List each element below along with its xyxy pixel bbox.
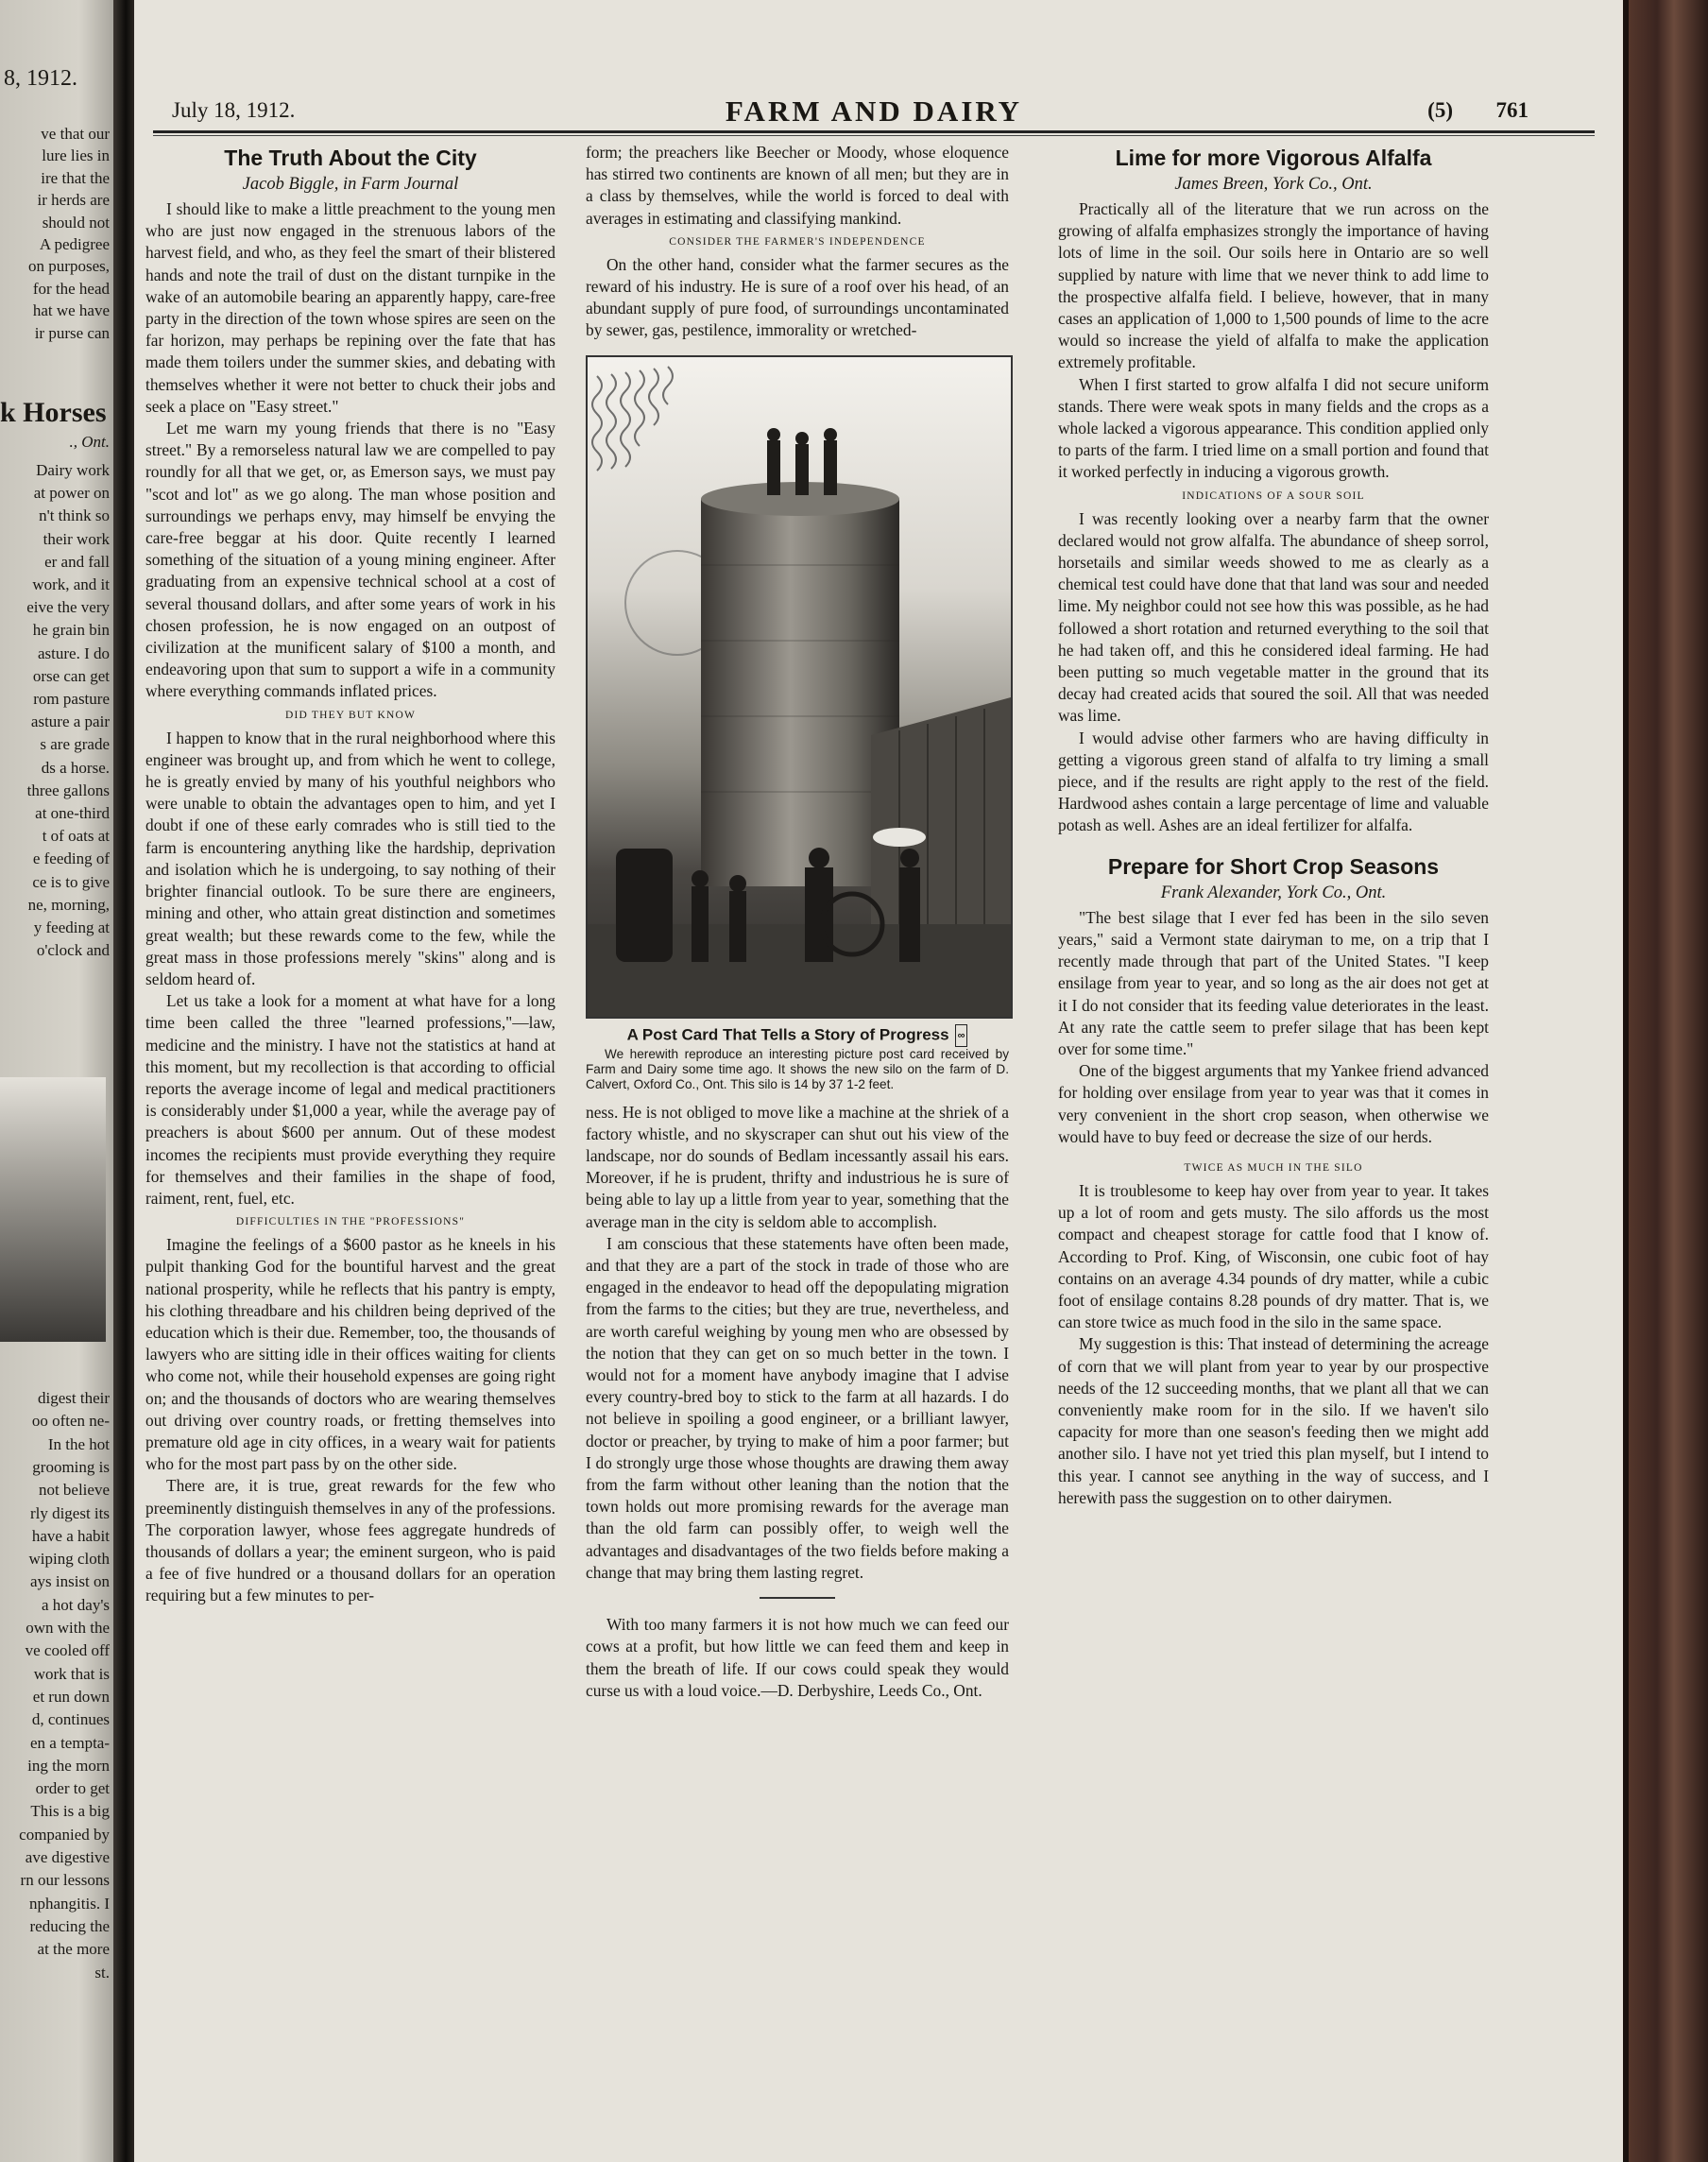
left-page-line: o'clock and xyxy=(36,941,110,960)
paragraph: I am conscious that these statements have often been made, and that they are a part of the stock in trade of those who are engaged in the endeavor to head off the depopulating migration from the farms to the cities; but they are true, nevertheless, and are worth careful weighing by young men who are obsessed by the notion that they can get on so much better in the town. I would not for a moment have anybody imagine that I advise every country-bred boy to stick to the farm at all hazards. I do not believe in spoiling a good engineer, or a brilliant lawyer, doctor or preacher, by trying to make of him a poor farmer; but I do strongly urge those whose thoughts are drawing them away from the farm without other leaning than the notion that the town holds out more promising rewards for the average man than the old farm can possibly offer, to weigh well the advantages and disadvantages of the two fields before making a change that may bring them lasting regret. xyxy=(586,1233,1009,1582)
silo-photo xyxy=(586,355,1013,1019)
paragraph: I would advise other farmers who are having difficulty in getting a vigorous green stand of alfalfa to try liming a small piece, and if the results are right apply to the rest of the field. Hardwood ashes contain a large percentage of lime and valuable potash as well. Ashes are an ideal fertilizer for alfalfa. xyxy=(1058,728,1489,835)
left-page-line: their work xyxy=(43,529,110,548)
left-page-line: ays insist on xyxy=(29,1572,110,1591)
photo-caption xyxy=(586,1047,1009,1092)
page-gutter xyxy=(113,0,134,2162)
left-page-heading: k Horses xyxy=(0,397,107,428)
article-byline: Jacob Biggle, in Farm Journal xyxy=(242,175,459,194)
left-page-line: three gallons xyxy=(26,781,110,799)
left-page-line: at the more xyxy=(37,1940,110,1959)
left-page-line: should not xyxy=(42,213,110,232)
subheading: TWICE AS MUCH IN THE SILO xyxy=(1184,1161,1363,1174)
left-page-line: ce is to give xyxy=(32,872,110,891)
subheading: DIFFICULTIES IN THE "PROFESSIONS" xyxy=(235,1216,466,1228)
paragraph: With too many farmers it is not how much we can feed our cows at a profit, but how little we can feed them and keep in them the breath of life. If our cows could speak they would curse us with a loud voice.—D. Derbyshire, Leeds Co., Ont. xyxy=(586,1615,1009,1700)
left-page-line: A pedigree xyxy=(39,235,110,253)
left-page-line: nphangitis. I xyxy=(29,1894,110,1913)
left-page-line: t of oats at xyxy=(42,827,110,846)
left-page-line: ing the morn xyxy=(27,1756,110,1775)
left-page-line: own with the xyxy=(26,1619,110,1637)
column-1 xyxy=(145,142,555,1607)
subheading: DID THEY BUT KNOW xyxy=(284,709,417,721)
left-page-line: at one-third xyxy=(35,804,110,822)
left-page-line: n't think so xyxy=(39,506,110,525)
paragraph: When I first started to grow alfalfa I did not secure uniform stands. There were weak spots in many fields and the crops as a whole lacked a vigorous appearance. This condition applied only to parts of the farm. I tried lime on a small portion and found that it worked perfectly in inducing a vigorous growth. xyxy=(1058,374,1489,482)
left-page-line: wiping cloth xyxy=(28,1550,110,1569)
article-heading: Prepare for Short Crop Seasons xyxy=(1107,853,1440,879)
header-date: July 18, 1912. xyxy=(172,98,296,122)
left-page-line: ve cooled off xyxy=(25,1641,110,1660)
paragraph: It is troublesome to keep hay over from year to year. It takes up a lot of room and gets musty. The silo affords us the most compact and cheapest storage for cattle food that I know of. According to Prof. King, of Wisconsin, one cubic foot of hay contains on an average 4.34 pounds of dry matter, while a cubic foot of ensilage contains 8.28 pounds of dry matter. That is, we can store twice as much food in the silo in the same space. xyxy=(1058,1180,1489,1332)
photo-caption-title xyxy=(586,1024,1009,1047)
left-page-line: hat we have xyxy=(32,301,110,320)
left-page-line: Dairy work xyxy=(36,461,110,479)
left-page-line: order to get xyxy=(35,1779,110,1798)
left-page-line: asture. I do xyxy=(37,643,110,662)
caption-mark: ∞ xyxy=(955,1024,968,1047)
paragraph: I happen to know that in the rural neighborhood where this engineer was brought up, and from which he went to college, he is greatly envied by many of his youthful neighbors who were unable to obtain the advantages open to him, and yet I doubt if one of these early comrades who is still tied to the farm is encountering anything like the hardship, deprivation and isolation which he is undergoing, to say nothing of their brighter financial outlook. To be sure there are engineers, mining and other, who attain great distinction and sometimes great wealth; but these rewards come to the few, while the great mass in those professions merely "skins" along and is seldom heard of. xyxy=(145,728,555,988)
paragraph: I was recently looking over a nearby farm that the owner declared would not grow alfalfa. The abundance of sheep sorrol, horsetails and similar weeds showed to me as clearly as a chemical test could have done that that land was sour and needed lime. My neighbor could not see how this was possible, as he had followed a short rotation and returned everything to the soil that he had taken off, and this he considered ideal farming. He had been putting so much vegetable matter in the ground that its decay had created acids that soured the soil. All that was needed was lime. xyxy=(1058,508,1489,726)
paragraph: Let me warn my young friends that there is no "Easy street." By a remorseless natural law we are compelled to pay roundly for all that we get, or, as Emerson says, we must pay "scot and lot" as we go along. The man whose position and surroundings we perhaps envy, may himself be envying the care-free beggar at his door. Quite recently I learned something of the situation of a young mining engineer. After graduating from an expensive technical school at a cost of several thousand dollars, and after some years of work in his chosen profession, he is now engaged on an outpost of civilization at the munificent salary of $100 a month, and endeavoring upon that sum to support a wife in a community where everything commands inflated prices. xyxy=(145,419,555,701)
column-3 xyxy=(1058,142,1489,1509)
left-page-line: ave digestive xyxy=(25,1848,110,1866)
left-page-line: eive the very xyxy=(26,598,110,617)
article-byline: James Breen, York Co., Ont. xyxy=(1174,175,1373,194)
left-page-line: en a tempta- xyxy=(29,1733,110,1752)
paragraph: My suggestion is this: That instead of determining the acreage of corn that we will plant from year to year by our prospective needs of the 12 succeeding months, that we plant all that we can conveniently make room for in the silo. If we haven't silo capacity for more than one season's feeding then we might add another silo. I have not yet tried this plan myself, but I intend to this year. I cannot see anything in the way of success, and I herewith pass the suggestion on to other dairymen. xyxy=(1058,1334,1489,1507)
page-header xyxy=(153,94,1595,132)
header-rule-thin xyxy=(153,135,1595,136)
left-page-line: d, continues xyxy=(31,1710,110,1729)
left-page-line: a hot day's xyxy=(42,1595,110,1614)
left-page-line: et run down xyxy=(32,1687,110,1706)
paragraph: Imagine the feelings of a $600 pastor as he kneels in his pulpit thanking God for the bountiful harvest and the great national prosperity, while he reflects that his pantry is empty, his clothing threadbare and his children being deprived of the education which is their due. Remember, too, the thousands of lawyers who are sitting idle in their offices waiting for clients who come not, while their household expenses are going right on; and the thousands of doctors who are wearing themselves out driving over country roads, or fretting themselves into premature old age in city offices, in a weary wait for patients who for the most part pass by on the other side. xyxy=(145,1235,555,1474)
book-spine-edge xyxy=(1623,0,1708,2162)
left-page-line: s are grade xyxy=(40,735,110,754)
left-page-line: ve that our xyxy=(41,125,110,143)
left-page-line: oo often ne- xyxy=(31,1412,110,1431)
left-page-line: lure lies in xyxy=(42,146,110,165)
left-page-line: at power on xyxy=(33,484,110,503)
photo-block xyxy=(586,355,1009,1092)
left-page-line: er and fall xyxy=(44,552,110,571)
article-heading: Lime for more Vigorous Alfalfa xyxy=(1115,146,1432,170)
men-on-silo xyxy=(767,428,837,495)
paragraph: One of the biggest arguments that my Yankee friend advanced for holding over ensilage from year to year was that it comes in very convenient in the short crop season, when otherwise we would have to buy feed or decrease the size of our herds. xyxy=(1058,1061,1489,1146)
left-page-line: ds a horse. xyxy=(41,758,110,777)
left-page-line: have a habit xyxy=(31,1526,110,1545)
left-page-line: y feeding at xyxy=(33,918,110,936)
left-page-photo xyxy=(0,1077,106,1342)
parasol xyxy=(873,828,926,847)
paragraph: On the other hand, consider what the farmer secures as the reward of his industry. He is sure of a roof over his head, of an abundant supply of pure food, of surroundings uncontaminated by sewer, gas, pestilence, immorality or wretched- xyxy=(586,254,1009,340)
newspaper-page xyxy=(134,0,1623,2162)
header-rule xyxy=(153,130,1595,133)
subheading: CONSIDER THE FARMER'S INDEPENDENCE xyxy=(669,235,926,248)
header-page-number: 761 xyxy=(1495,98,1529,122)
postmark-lines xyxy=(592,367,673,471)
left-page-fragment xyxy=(0,0,113,2162)
left-page-line: e feeding of xyxy=(32,849,110,868)
left-page-line: digest their xyxy=(37,1389,110,1407)
left-page-line: grooming is xyxy=(32,1457,110,1476)
caption-title-text: A Post Card That Tells a Story of Progress xyxy=(626,1025,949,1044)
left-page-line: ir herds are xyxy=(37,191,110,210)
left-page-line: he grain bin xyxy=(32,621,110,640)
spacer xyxy=(1058,837,1489,850)
left-page-line: work, and it xyxy=(32,575,110,593)
left-page-line: not believe xyxy=(38,1481,110,1500)
paragraph: I should like to make a little preachment to the young men who are just now engaged in the strenuous labors of the harvest field, and who, as they feel the smart of their blistered hands and note the trail of dust on the distant turnpike in the wake of an automobile bearing an apparently happy, care-free party in the direction of the town whose spires are seen on the far horizon, may perhaps be repining over the fate that has made them toilers under the summer skies, and debating with themselves whether it were not better to chuck their jobs and seek a place on "Easy street." xyxy=(145,199,555,416)
article-heading: The Truth About the City xyxy=(224,146,477,170)
caption-body: We herewith reproduce an interesting picture post card received by Farm and Dairy some time ago. It shows the new silo on the farm of D. Calvert, Oxford Co., Ont. This silo is 14 by 37 1-2 feet. xyxy=(586,1046,1009,1091)
column-2 xyxy=(586,142,1009,1702)
left-page-line: orse can get xyxy=(32,666,110,685)
left-page-line: In the hot xyxy=(47,1434,110,1453)
silo-illustration xyxy=(588,357,1011,1017)
left-page-header: 8, 1912. xyxy=(4,66,77,91)
left-page-line: companied by xyxy=(19,1825,110,1844)
article-byline: Frank Alexander, York Co., Ont. xyxy=(1160,883,1387,902)
left-page-line: ne, morning, xyxy=(27,895,110,914)
paragraph: Let us take a look for a moment at what have for a long time been called the three "learned professions,"—law, medicine and the ministry. I have not the statistics at hand at this moment, but my recollection is that according to official reports the average income of legal and medical practitioners is considerably under $1,000 a year, while the average pay of preachers is about $600 per annum. Out of these modest incomes the recipients must provide everything they require for themselves and their families in the shape of food, raiment, rent, fuel, etc. xyxy=(145,991,555,1208)
masthead-title: FARM AND DAIRY xyxy=(725,94,1023,128)
left-page-line: This is a big xyxy=(30,1802,110,1821)
left-page-line: st. xyxy=(94,1963,110,1982)
separator-rule xyxy=(760,1597,835,1599)
left-page-line: rly digest its xyxy=(29,1503,110,1522)
paragraph: Practically all of the literature that we run across on the growing of alfalfa emphasizes strongly the importance of having lots of lime in the soil. Our soils here in Ontario are so well supplied by nature with lime that we never think to add lime to the prospective alfalfa field. I believe, however, that in many cases an application of 1,000 to 1,500 pounds of lime to the acre would so increase the yield of alfalfa to make the application extremely profitable. xyxy=(1058,199,1489,372)
paragraph: ness. He is not obliged to move like a machine at the shriek of a factory whistle, and no skyscraper can shut out his view of the landscape, nor do sounds of Bedlam incessantly assail his ears. Moreover, if he is prudent, thrifty and industrious he is sure of being able to lay up a little from year to year, something that the average man in the city is seldom able to accomplish. xyxy=(586,1102,1009,1231)
paragraph: There are, it is true, great rewards for the few who preeminently distinguish themselves in any of the professions. The corporation lawyer, whose fees aggregate hundreds of thousands of dollars a year; the eminent surgeon, who is paid a fee of five hundred or a thousand dollars for an operation requiring but a few minutes to per- xyxy=(145,1476,555,1605)
left-page-byline: ., Ont. xyxy=(69,433,110,451)
subheading: INDICATIONS OF A SOUR SOIL xyxy=(1182,489,1365,502)
left-page-line: reducing the xyxy=(29,1916,110,1935)
left-page-line: asture a pair xyxy=(30,712,110,731)
left-page-line: ir purse can xyxy=(34,323,110,342)
left-page-line: rom pasture xyxy=(33,690,110,708)
left-page-line: rn our lessons xyxy=(20,1871,110,1890)
silo-body xyxy=(701,499,899,886)
left-page-line: ire that the xyxy=(41,168,110,187)
left-page-line: for the head xyxy=(32,279,110,298)
paragraph: form; the preachers like Beecher or Moody, whose eloquence has stirred two continents are known of all men; but they are in a class by themselves, while the world is forced to deal with averages in estimating and classifying mankind. xyxy=(586,143,1009,228)
left-page-line: on purposes, xyxy=(28,257,110,276)
paragraph: "The best silage that I ever fed has been in the silo seven years," said a Vermont state dairyman to me, on a trip that I recently made through that part of the United States. "I keep ensilage from year to year, and so long as the air does not get at it I do not consider that its feeding value deteriorates in the least. At any rate the cattle seem to prefer silage that has been kept over for some time." xyxy=(1058,907,1489,1058)
header-section: (5) xyxy=(1427,98,1453,122)
left-page-line: work that is xyxy=(33,1664,110,1683)
